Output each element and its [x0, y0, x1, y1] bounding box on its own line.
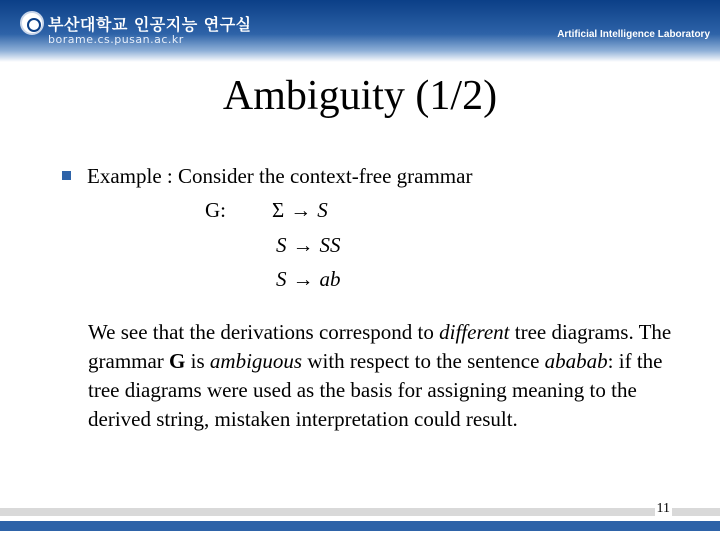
grammar-rule — [272, 197, 328, 223]
para-text: : if the tree diagrams were used as the basis for assigning meaning to the derived string, mistaken interpretation could result. — [88, 349, 663, 431]
para-grammar-symbol: G — [169, 349, 186, 373]
rule-lhs: Σ — [272, 198, 285, 222]
para-text: with respect to the sentence — [302, 349, 545, 373]
para-emphasis-ambiguous: ambiguous — [209, 349, 303, 373]
grammar-label: G: — [205, 198, 226, 222]
rule-lhs: S — [276, 267, 287, 291]
rule-rhs: S — [317, 198, 328, 222]
page-number: 11 — [656, 501, 670, 516]
para-emphasis-different: different — [439, 320, 510, 344]
explanation-paragraph — [88, 318, 688, 434]
para-text: is — [185, 349, 210, 373]
para-text: We see that the derivations correspond to — [88, 320, 440, 344]
university-seal-icon — [20, 11, 44, 35]
rule-rhs: SS — [319, 233, 341, 257]
slide-title: Ambiguity (1/2) — [222, 73, 498, 119]
grammar-rule — [276, 266, 341, 292]
header-url: borame.cs.pusan.ac.kr — [48, 33, 184, 46]
grammar-rule — [276, 232, 341, 258]
footer-gray-bar — [0, 508, 720, 516]
para-text: tree diagrams. The grammar — [88, 320, 672, 373]
rule-lhs: S — [276, 233, 287, 257]
slide-header — [0, 0, 720, 62]
bullet-text: Example : Consider the context-free grammar — [87, 164, 473, 188]
para-emphasis-sentence: ababab — [544, 349, 608, 373]
header-lab-name: Artificial Intelligence Laboratory — [557, 29, 710, 40]
square-bullet-icon — [62, 171, 71, 180]
rule-arrow: → — [292, 233, 314, 257]
bullet-item — [62, 163, 472, 189]
footer-blue-bar — [0, 521, 720, 531]
header-lab-name-korean: 부산대학교 인공지능 연구실 — [48, 15, 252, 34]
rule-arrow: → — [290, 198, 312, 222]
rule-rhs: ab — [319, 267, 341, 291]
rule-arrow: → — [292, 267, 314, 291]
